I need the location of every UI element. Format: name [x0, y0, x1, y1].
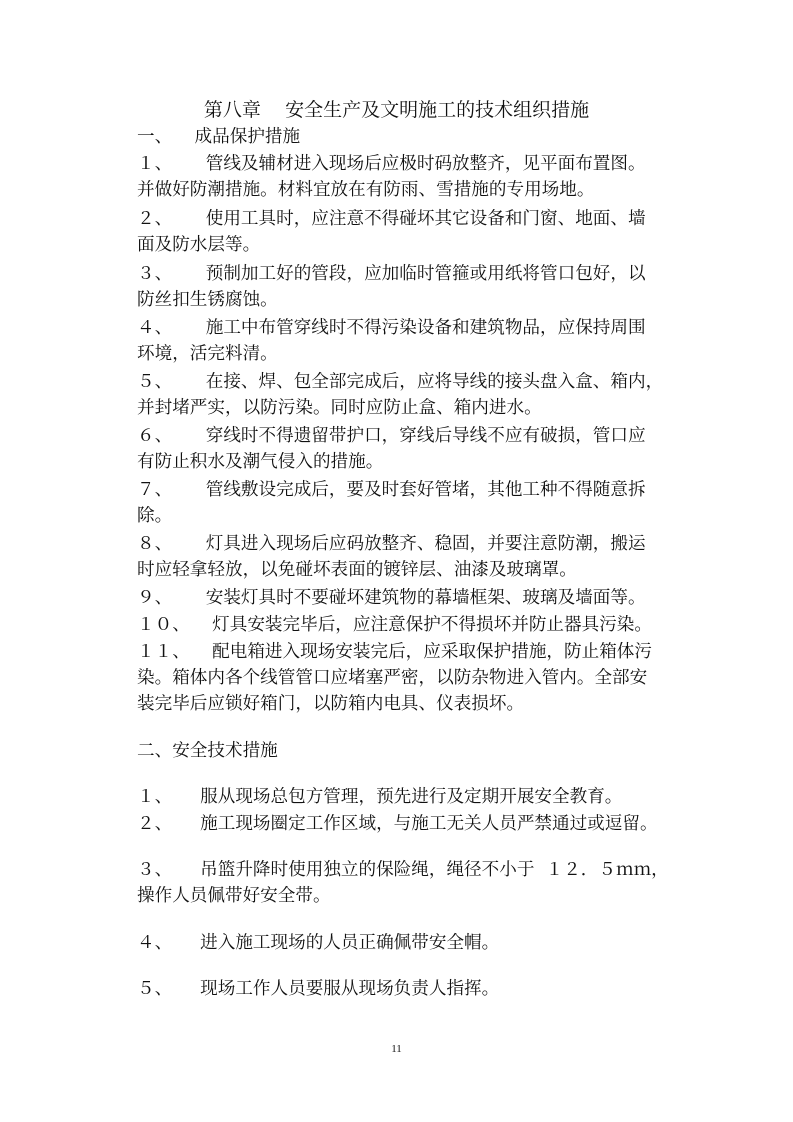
item-11-line-1: １１、 配电箱进入现场安装完后，应采取保护措施，防止箱体污: [137, 642, 652, 662]
item-5-line-2: 并封堵严实，以防污染。同时应防止盒、箱内进水。: [137, 398, 542, 418]
safety-item-3-line-1: ３、 吊篮升降时使用独立的保险绳，绳径不小于 １２．５ｍｍ，: [137, 860, 669, 880]
item-2-line-1: ２、 使用工具时，应注意不得碰坏其它设备和门窗、地面、墙: [137, 209, 646, 229]
safety-item-4: ４、 进入施工现场的人员正确佩带安全帽。: [137, 933, 500, 953]
section-2-heading: 二、安全技术措施: [137, 741, 278, 761]
item-1-line-1: １、 管线及辅材进入现场后应极时码放整齐，见平面布置图。: [137, 154, 646, 174]
item-11-line-2: 染。箱体内各个线管管口应堵塞严密，以防杂物进入管内。全部安: [137, 668, 648, 688]
safety-item-3-line-2: 操作人员佩带好安全带。: [137, 886, 331, 906]
item-6-line-1: ６、 穿线时不得遗留带护口，穿线后导线不应有破损，管口应: [137, 426, 646, 446]
item-11-line-3: 装完毕后应锁好箱门，以防箱内电具、仪表损坏。: [137, 694, 525, 714]
item-10-line-1: １０、 灯具安装完毕后，应注意保护不得损坏并防止器具污染。: [137, 615, 652, 635]
safety-item-5: ５、 现场工作人员要服从现场负责人指挥。: [137, 979, 500, 999]
item-8-line-1: ８、 灯具进入现场后应码放整齐、稳固，并要注意防潮，搬运: [137, 534, 646, 554]
item-2-line-2: 面及防水层等。: [137, 235, 261, 255]
item-3-line-2: 防丝扣生锈腐蚀。: [137, 290, 278, 310]
item-5-line-1: ５、 在接、焊、包全部完成后，应将导线的接头盘入盒、箱内，: [137, 372, 664, 392]
item-1-line-2: 并做好防潮措施。材料宜放在有防雨、雪措施的专用场地。: [137, 180, 595, 200]
item-4-line-2: 环境，活完料清。: [137, 344, 278, 364]
item-3-line-1: ３、 预制加工好的管段，应加临时管箍或用纸将管口包好，以: [137, 264, 646, 284]
item-8-line-2: 时应轻拿轻放，以免碰坏表面的镀锌层、油漆及玻璃罩。: [137, 560, 577, 580]
chapter-title: 第八章 安全生产及文明施工的技术组织措施: [203, 99, 590, 121]
page-number: 11: [391, 1043, 402, 1055]
section-1-heading: 一、 成品保护措施: [137, 127, 301, 147]
item-4-line-1: ４、 施工中布管穿线时不得污染设备和建筑物品，应保持周围: [137, 318, 646, 338]
item-6-line-2: 有防止积水及潮气侵入的措施。: [137, 452, 384, 472]
item-9-line-1: ９、 安装灯具时不要碰坏建筑物的幕墙框架、玻璃及墙面等。: [137, 588, 646, 608]
safety-item-2: ２、 施工现场圈定工作区域，与施工无关人员严禁通过或逗留。: [137, 814, 658, 834]
item-7-line-2: 除。: [137, 506, 173, 526]
safety-item-1: １、 服从现场总包方管理，预先进行及定期开展安全教育。: [137, 787, 623, 807]
item-7-line-1: ７、 管线敷设完成后，要及时套好管堵，其他工种不得随意拆: [137, 480, 646, 500]
